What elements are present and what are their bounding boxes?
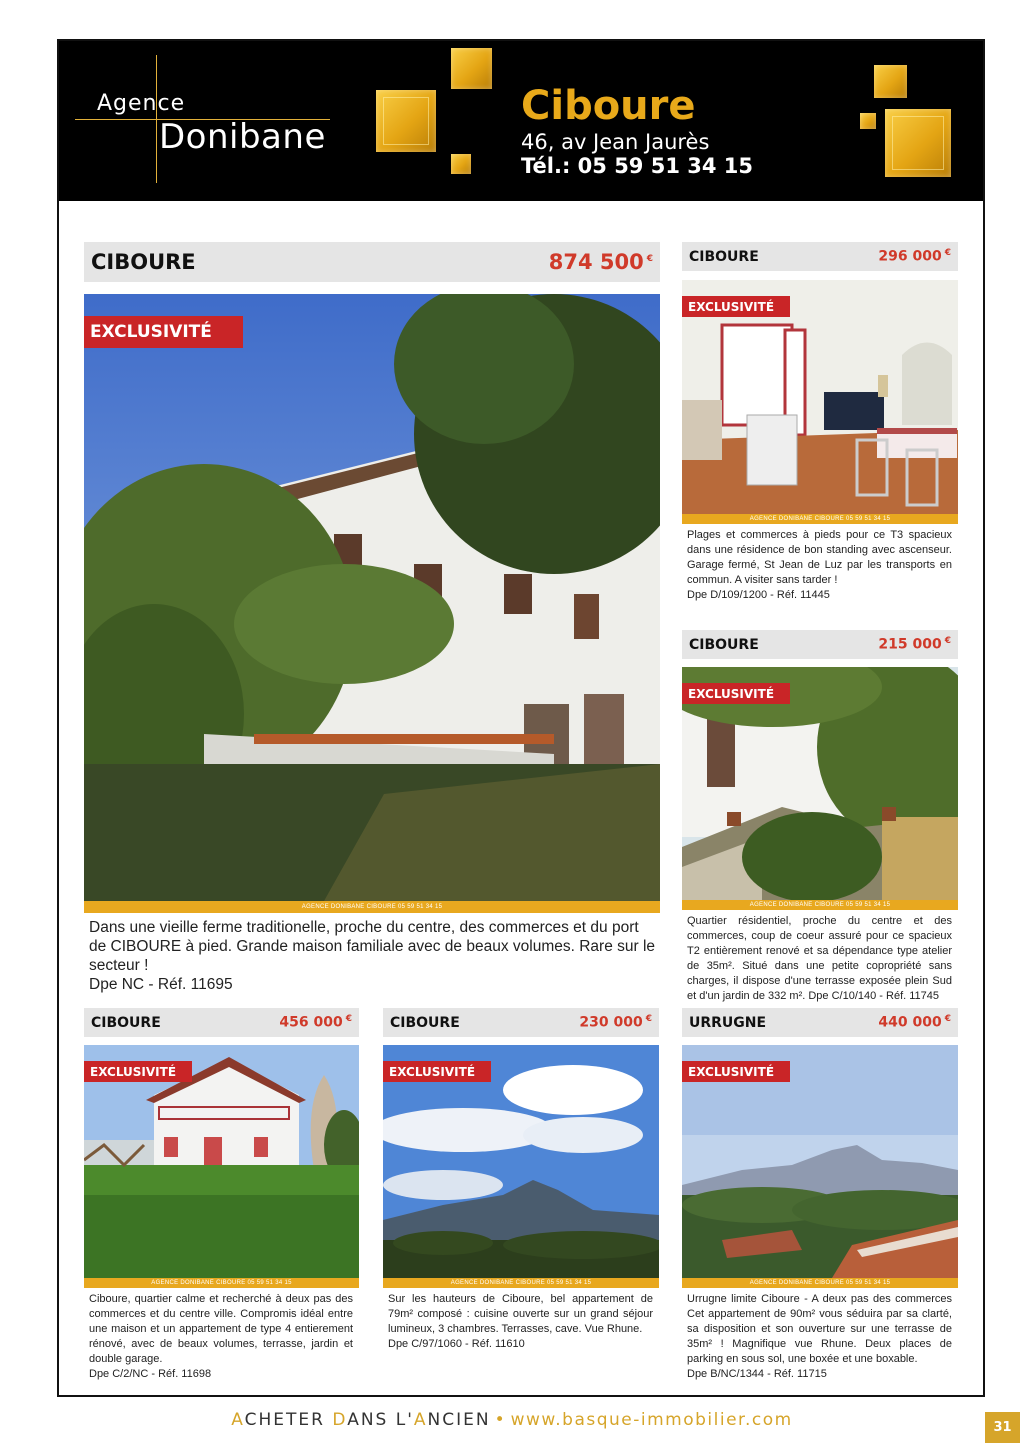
description-text: Dans une vieille ferme traditionelle, proche du centre, des commerces et du port de CIBOURE à pied. Grande maison familiale avec de beaux volumes. Rare sur le secteur ! (89, 919, 656, 974)
photo-credit-bar: AGENCE DONIBANE CIBOURE 05 59 51 34 15 (682, 900, 958, 910)
listing-price: 215 000 € (878, 636, 951, 653)
agency-address: 46, av Jean Jaurès (521, 130, 710, 154)
listing-title-bar (84, 1008, 359, 1037)
listing-description (687, 1292, 952, 1382)
logo-agence-text: Agence (97, 91, 186, 116)
listing-photo-rhune-view[interactable] (682, 1045, 958, 1278)
logo-donibane-text: Donibane (159, 117, 326, 157)
agency-header (59, 41, 983, 201)
photo-credit-bar: AGENCE DONIBANE CIBOURE 05 59 51 34 15 (84, 901, 660, 913)
listing-description (89, 1292, 353, 1382)
gold-square-decoration (451, 154, 471, 174)
listing-reference: Dpe D/109/1200 - Réf. 11445 (687, 589, 830, 601)
farmhouse-photo-illustration (84, 294, 660, 901)
description-text: Plages et commerces à pieds pour ce T3 spacieux dans une résidence de bon standing avec ascenseur. Garage fermé, St Jean de Luz par les transports en commun. A visiter sans tarder ! (687, 529, 952, 586)
logo-vertical-line (156, 55, 157, 183)
gold-square-decoration (860, 113, 876, 129)
listing-title-bar (682, 242, 958, 271)
listing-reference: Dpe C/10/140 - Réf. 11745 (808, 990, 940, 1002)
listing-title-bar (84, 242, 660, 282)
listing-photo-mountain-view[interactable] (383, 1045, 659, 1278)
exclusive-badge: EXCLUSIVITÉ (84, 1061, 192, 1082)
listing-location: CIBOURE (91, 1014, 161, 1031)
photo-credit-bar: AGENCE DONIBANE CIBOURE 05 59 51 34 15 (84, 1278, 359, 1288)
listing-description (89, 918, 657, 994)
magazine-footer (0, 1410, 1024, 1430)
listing-description (687, 914, 952, 1004)
exclusive-badge: EXCLUSIVITÉ (682, 1061, 790, 1082)
description-text: Urrugne limite Ciboure - A deux pas des commerces Cet appartement de 90m² vous séduira par sa clarté, sa disposition et son ouverture sur une terrasse de 35m² ! Magnifique vue Rhune. Deux places de parking en sous sol, une boxée et une boxable. (687, 1293, 952, 1365)
listing-description (388, 1292, 653, 1352)
listing-location: CIBOURE (91, 250, 196, 274)
footer-website-link[interactable]: www.basque-immobilier.com (510, 1410, 793, 1430)
gold-square-decoration (885, 109, 951, 177)
listing-title-bar (682, 630, 958, 659)
footer-bullet: • (494, 1410, 507, 1430)
description-text: Quartier résidentiel, proche du centre et des commerces, coup de coeur assuré pour ce spacieux T2 entièrement renové et sa dépendance type atelier de 35m². Situé dans une petite copropriété sans charges, il dispose d'une terrasse exposée plein Sud et d'un jardin de 332 m². (687, 915, 952, 1002)
listing-location: CIBOURE (689, 248, 759, 265)
listing-photo-farmhouse[interactable] (84, 294, 660, 901)
photo-credit-bar: AGENCE DONIBANE CIBOURE 05 59 51 34 15 (682, 514, 958, 524)
listing-location: CIBOURE (390, 1014, 460, 1031)
listing-photo-house-lawn[interactable] (84, 1045, 359, 1278)
footer-initial: D (332, 1410, 348, 1430)
photo-credit-bar: AGENCE DONIBANE CIBOURE 05 59 51 34 15 (383, 1278, 659, 1288)
listing-price: 456 000 € (279, 1014, 352, 1031)
description-text: Sur les hauteurs de Ciboure, bel appartement de 79m² composé : cuisine ouverte sur un grand séjour lumineux, 3 chambres. Terrasses, cave. Vue Rhune. (388, 1293, 653, 1335)
listing-reference: Dpe C/2/NC - Réf. 11698 (89, 1368, 212, 1380)
exclusive-badge: EXCLUSIVITÉ (383, 1061, 491, 1082)
exclusive-badge: EXCLUSIVITÉ (84, 316, 243, 348)
listing-reference: Dpe NC - Réf. 11695 (89, 976, 233, 993)
agency-phone: Tél.: 05 59 51 34 15 (521, 154, 754, 178)
footer-initial: A (413, 1410, 428, 1430)
photo-credit-bar: AGENCE DONIBANE CIBOURE 05 59 51 34 15 (682, 1278, 958, 1288)
listing-reference: Dpe B/NC/1344 - Réf. 11715 (687, 1368, 827, 1380)
page-number: 31 (985, 1412, 1020, 1443)
description-text: Ciboure, quartier calme et recherché à deux pas des commerces et du centre ville. Compromis idéal entre une maison et un appartement de type 4 entierement rénové, avec de beaux volumes, terrasse, jardin et double garage. (89, 1293, 353, 1365)
gold-square-decoration (451, 48, 492, 89)
listing-description (687, 528, 952, 603)
listing-reference: Dpe C/97/1060 - Réf. 11610 (388, 1338, 525, 1350)
listing-title-bar (682, 1008, 958, 1037)
footer-text: ANS L' (347, 1410, 414, 1430)
listing-price: 296 000 € (878, 248, 951, 265)
listing-price: 440 000 € (878, 1014, 951, 1031)
listing-title-bar (383, 1008, 659, 1037)
gold-square-decoration (376, 90, 436, 152)
listing-location: CIBOURE (689, 636, 759, 653)
exclusive-badge: EXCLUSIVITÉ (682, 296, 790, 317)
listing-price: 874 500 € (548, 250, 653, 274)
listing-photo-garden[interactable] (682, 667, 958, 900)
exclusive-badge: EXCLUSIVITÉ (682, 683, 790, 704)
agency-city: Ciboure (521, 83, 696, 129)
listing-photo-living-room[interactable] (682, 280, 958, 514)
listing-price: 230 000 € (579, 1014, 652, 1031)
footer-initial: A (231, 1410, 245, 1430)
gold-square-decoration (874, 65, 907, 98)
footer-text: CHETER (244, 1410, 333, 1430)
listing-location: URRUGNE (689, 1014, 767, 1031)
footer-text: NCIEN (427, 1410, 491, 1430)
